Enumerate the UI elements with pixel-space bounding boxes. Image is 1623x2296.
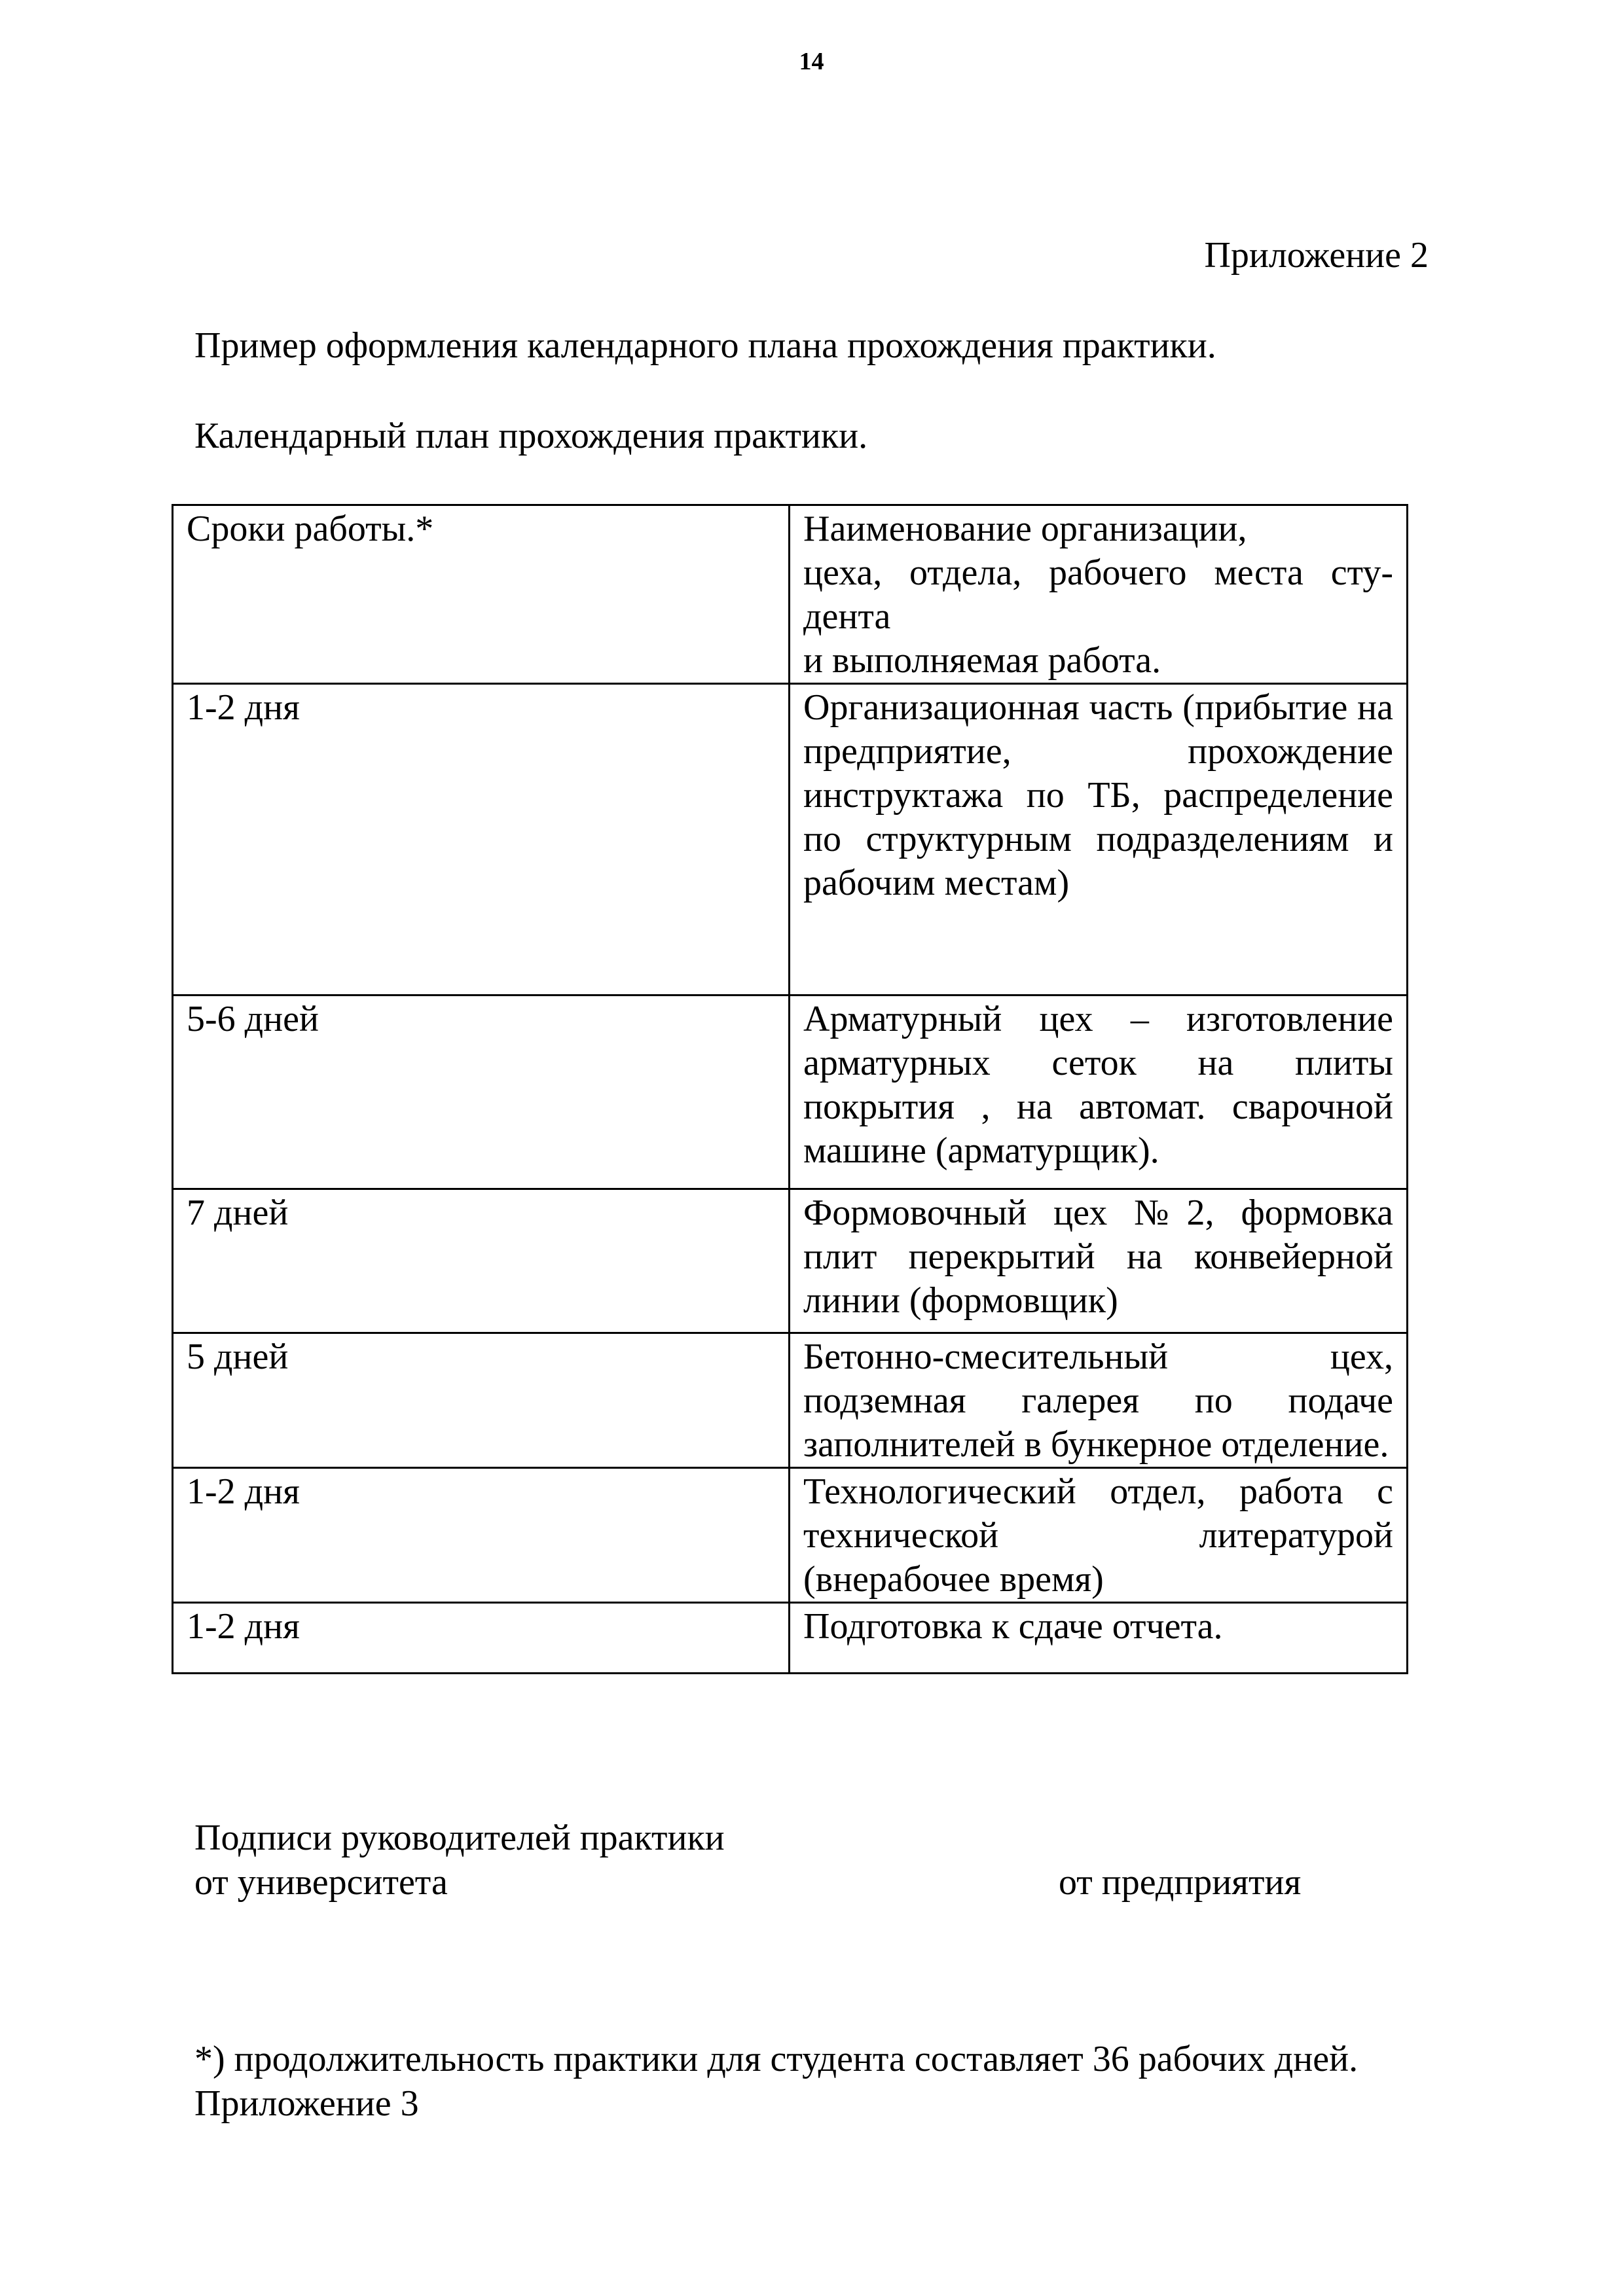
description-cell: Подготовка к сдаче отчета. xyxy=(790,1603,1408,1674)
header-description-line: и выполняемая работа. xyxy=(803,640,1161,681)
header-cell-terms xyxy=(173,505,790,684)
signatures-title: Подписи руководителей практики xyxy=(194,1818,725,1858)
table-row xyxy=(173,1468,1408,1603)
header-description-line: Наименование организации, xyxy=(803,509,1247,549)
intro-text: Пример оформления календарного плана прохождения практики. xyxy=(194,325,1216,366)
table-title: Календарный план прохождения практики. xyxy=(194,416,868,456)
term-cell: 7 дней xyxy=(173,1189,790,1333)
signature-university-label: от университета xyxy=(194,1862,448,1903)
description-cell: Арматурный цех – изготовление арматурных сеток на плиты покрытия , на автомат. сварочной машине (арматурщик). xyxy=(790,996,1408,1189)
page-number: 14 xyxy=(799,48,824,75)
header-cell-description xyxy=(790,505,1408,684)
table-header-row xyxy=(173,505,1408,684)
term-cell: 1-2 дня xyxy=(173,1468,790,1603)
appendix-label: Приложение 2 xyxy=(1204,235,1429,276)
table-row xyxy=(173,684,1408,996)
calendar-plan-table xyxy=(172,504,1408,1674)
header-description-line: дента xyxy=(803,596,891,637)
duration-footnote: *) продолжительность практики для студента составляет 36 рабочих дней. xyxy=(194,2039,1359,2079)
header-terms-label: Сроки работы.* xyxy=(187,509,434,549)
table-row xyxy=(173,1333,1408,1468)
description-cell: Организационная часть (прибытие на предприятие, прохождение инструктажа по ТБ, распределение по структурным подразделениям и рабочим местам) xyxy=(790,684,1408,996)
term-cell: 1-2 дня xyxy=(173,1603,790,1674)
term-cell: 5-6 дней xyxy=(173,996,790,1189)
description-cell: Бетонно-смесительный цех, подземная галерея по подаче заполнителей в бункерное отделение. xyxy=(790,1333,1408,1468)
signature-enterprise-label: от предприятия xyxy=(1059,1862,1302,1903)
term-cell: 1-2 дня xyxy=(173,684,790,996)
description-cell: Технологический отдел, работа с технической литературой (внерабочее время) xyxy=(790,1468,1408,1603)
table-row xyxy=(173,1603,1408,1674)
table-row xyxy=(173,1189,1408,1333)
table-row xyxy=(173,996,1408,1189)
term-cell: 5 дней xyxy=(173,1333,790,1468)
description-cell: Формовочный цех №2, формовка плит перекрытий на конвейерной линии (формовщик) xyxy=(790,1189,1408,1333)
next-appendix-label: Приложение 3 xyxy=(194,2083,419,2124)
header-description-line: цеха, отдела, рабочего места сту- xyxy=(803,552,1393,593)
